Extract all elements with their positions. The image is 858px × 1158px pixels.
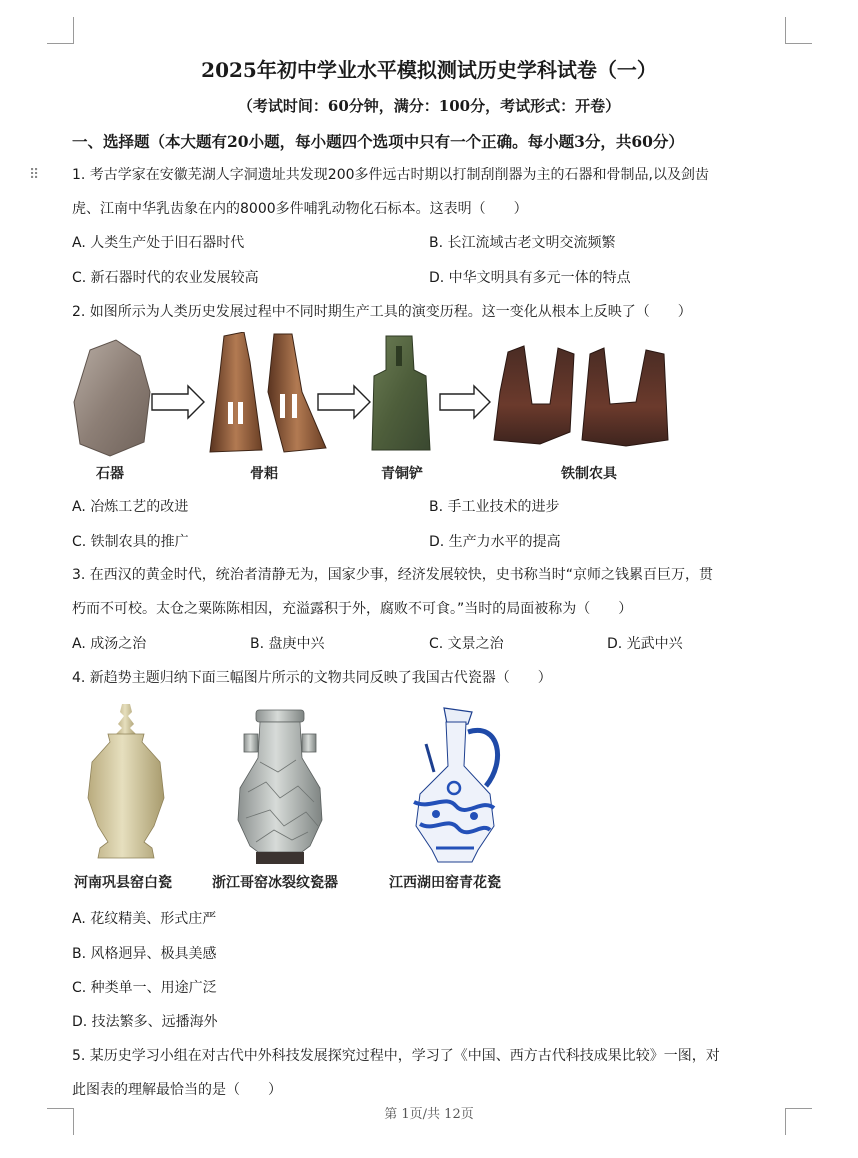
q3-option-d[interactable]: D. 光武中兴: [607, 636, 683, 652]
section-heading: 一、选择题（本大题有20小题，每小题四个选项中只有一个正确。每小题3分，共60分）: [72, 132, 684, 151]
figure-caption-blue-white-porcelain: 江西湖田窑青花瓷: [389, 875, 501, 891]
q1-option-c[interactable]: C. 新石器时代的农业发展较高: [72, 270, 259, 286]
q2-stem: 2. 如图所示为人类历史发展过程中不同时期生产工具的演变历程。这一变化从根本上反映了（ ）: [72, 304, 692, 320]
q1-option-b[interactable]: B. 长江流域古老文明交流频繁: [429, 235, 616, 251]
q3-stem-line2: 朽而不可校。太仓之粟陈陈相因，充溢露积于外，腐败不可食。”当时的局面被称为（ ）: [72, 601, 633, 617]
q1-stem-line2: 虎、江南中华乳齿象在内的8000多件哺乳动物化石标本。这表明（ ）: [72, 201, 528, 217]
q2-tools-figure: [70, 332, 690, 462]
crop-mark-top-right: [785, 17, 812, 44]
q2-option-a[interactable]: A. 冶炼工艺的改进: [72, 499, 189, 515]
arrow-icon: [152, 386, 204, 418]
q3-option-c[interactable]: C. 文景之治: [429, 636, 504, 652]
q4-option-a[interactable]: A. 花纹精美、形式庄严: [72, 911, 217, 927]
page-number: 第 1页/共 12页: [384, 1107, 474, 1122]
q3-option-a[interactable]: A. 成汤之治: [72, 636, 147, 652]
q4-stem: 4. 新趋势主题归纳下面三幅图片所示的文物共同反映了我国古代瓷器（ ）: [72, 670, 552, 686]
q3-option-b[interactable]: B. 盘庚中兴: [250, 636, 325, 652]
drag-handle-icon[interactable]: ⠿: [29, 167, 40, 183]
blue-white-porcelain-image: [414, 708, 498, 862]
q4-porcelain-figure: [70, 702, 520, 870]
q1-option-a[interactable]: A. 人类生产处于旧石器时代: [72, 235, 245, 251]
q1-stem-line1: 1. 考古学家在安徽芜湖人字洞遗址共发现200多件远古时期以打制刮削器为主的石器和骨制品,以及剑齿: [72, 167, 709, 183]
figure-caption-bone-spade: 骨耜: [250, 466, 278, 482]
page-title: 2025年初中学业水平模拟测试历史学科试卷（一）: [201, 58, 657, 82]
arrow-icon: [440, 386, 490, 418]
q5-stem-line2: 此图表的理解最恰当的是（ ）: [72, 1082, 282, 1098]
bone-spade-image-2: [268, 334, 326, 452]
crop-mark-top-left: [47, 17, 74, 44]
q4-option-d[interactable]: D. 技法繁多、远播海外: [72, 1014, 218, 1030]
figure-caption-bronze-spade: 青铜铲: [381, 466, 423, 482]
figure-caption-white-porcelain: 河南巩县窑白瓷: [74, 875, 172, 891]
crackle-porcelain-image: [238, 710, 322, 864]
figure-caption-crackle-porcelain: 浙江哥窑冰裂纹瓷器: [212, 875, 338, 891]
iron-tool-image-1: [494, 346, 574, 444]
figure-caption-stone-tool: 石器: [96, 466, 124, 482]
arrow-icon: [318, 386, 370, 418]
q4-option-b[interactable]: B. 风格迥异、极具美感: [72, 946, 217, 962]
bone-spade-image-1: [210, 332, 262, 452]
q2-option-b[interactable]: B. 手工业技术的进步: [429, 499, 560, 515]
figure-caption-iron-tool: 铁制农具: [561, 466, 617, 482]
exam-info: （考试时间：60分钟，满分：100分，考试形式：开卷）: [237, 97, 621, 115]
q4-option-c[interactable]: C. 种类单一、用途广泛: [72, 980, 217, 996]
q5-stem-line1: 5. 某历史学习小组在对古代中外科技发展探究过程中，学习了《中国、西方古代科技成果比较》一图，对: [72, 1048, 720, 1064]
q3-stem-line1: 3. 在西汉的黄金时代，统治者清静无为，国家少事，经济发展较快，史书称当时“京师之钱累百巨万，贯: [72, 567, 714, 583]
q2-option-d[interactable]: D. 生产力水平的提高: [429, 534, 561, 550]
white-porcelain-image: [88, 704, 164, 858]
iron-tool-image-2: [582, 348, 668, 446]
stone-tool-image: [74, 340, 150, 456]
q1-option-d[interactable]: D. 中华文明具有多元一体的特点: [429, 270, 631, 286]
q2-option-c[interactable]: C. 铁制农具的推广: [72, 534, 189, 550]
